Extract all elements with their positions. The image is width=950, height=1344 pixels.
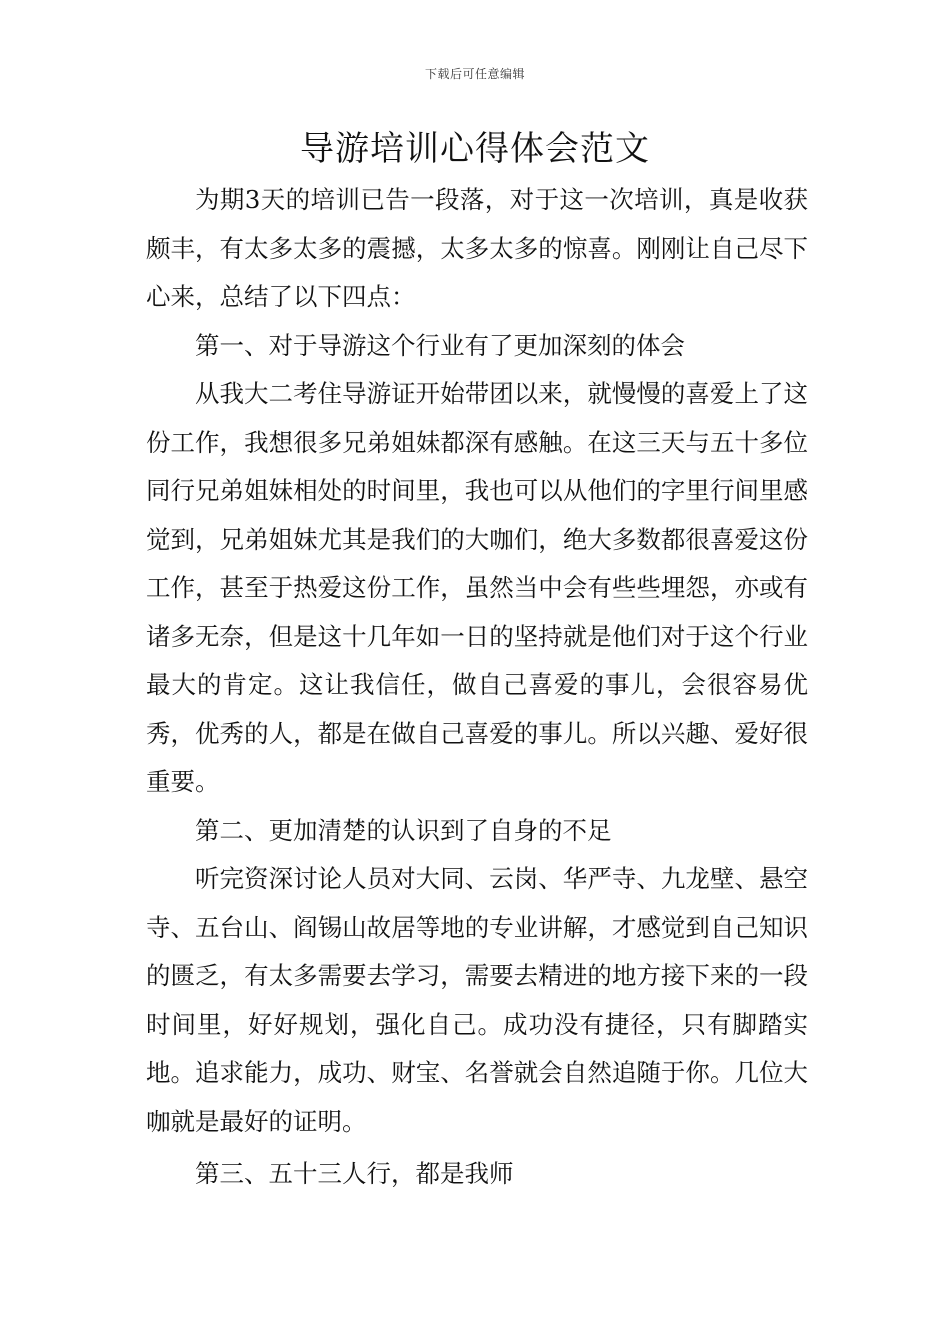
header-note: 下载后可任意编辑 [424,67,525,81]
paragraph-body-1: 从我大二考住导游证开始带团以来，就慢慢的喜爱上了这份工作，我想很多兄弟姐妹都深有感触。在这三天与五十多位同行兄弟姐妹相处的时间里，我也可以从他们的字里行间里感觉到，兄弟姐妹尤其是我们的大咖们，绝大多数都很喜爱这份工作，甚至于热爱这份工作，虽然当中会有些些埋怨，亦或有诸多无奈，但是这十几年如一日的坚持就是他们对于这个行业最大的肯定。这让我信任，做自己喜爱的事儿，会很容易优秀，优秀的人，都是在做自己喜爱的事儿。所以兴趣、爱好很重要。 [146,379,808,796]
document-body [146,176,808,1199]
paragraph-heading-1: 第一、对于导游这个行业有了更加深刻的体会 [195,330,685,360]
paragraph-intro: 为期3天的培训已告一段落，对于这一次培训，真是收获颇丰，有太多太多的震撼，太多太多的惊喜。刚刚让自己尽下心来，总结了以下四点： [146,185,808,311]
document-title: 导游培训心得体会范文 [300,129,650,169]
paragraph-heading-3: 第三、五十三人行，都是我师 [195,1159,514,1188]
paragraph-heading-2: 第二、更加清楚的认识到了自身的不足 [195,815,612,845]
paragraph-body-2: 听完资深讨论人员对大同、云岗、华严寺、九龙壁、悬空寺、五台山、阎锡山故居等地的专业讲解，才感觉到自己知识的匮乏，有太多需要去学习，需要去精进的地方接下来的一段时间里，好好规划，强化自己。成功没有捷径，只有脚踏实地。追求能力，成功、财宝、名誉就会自然追随于你。几位大咖就是最好的证明。 [146,864,808,1136]
